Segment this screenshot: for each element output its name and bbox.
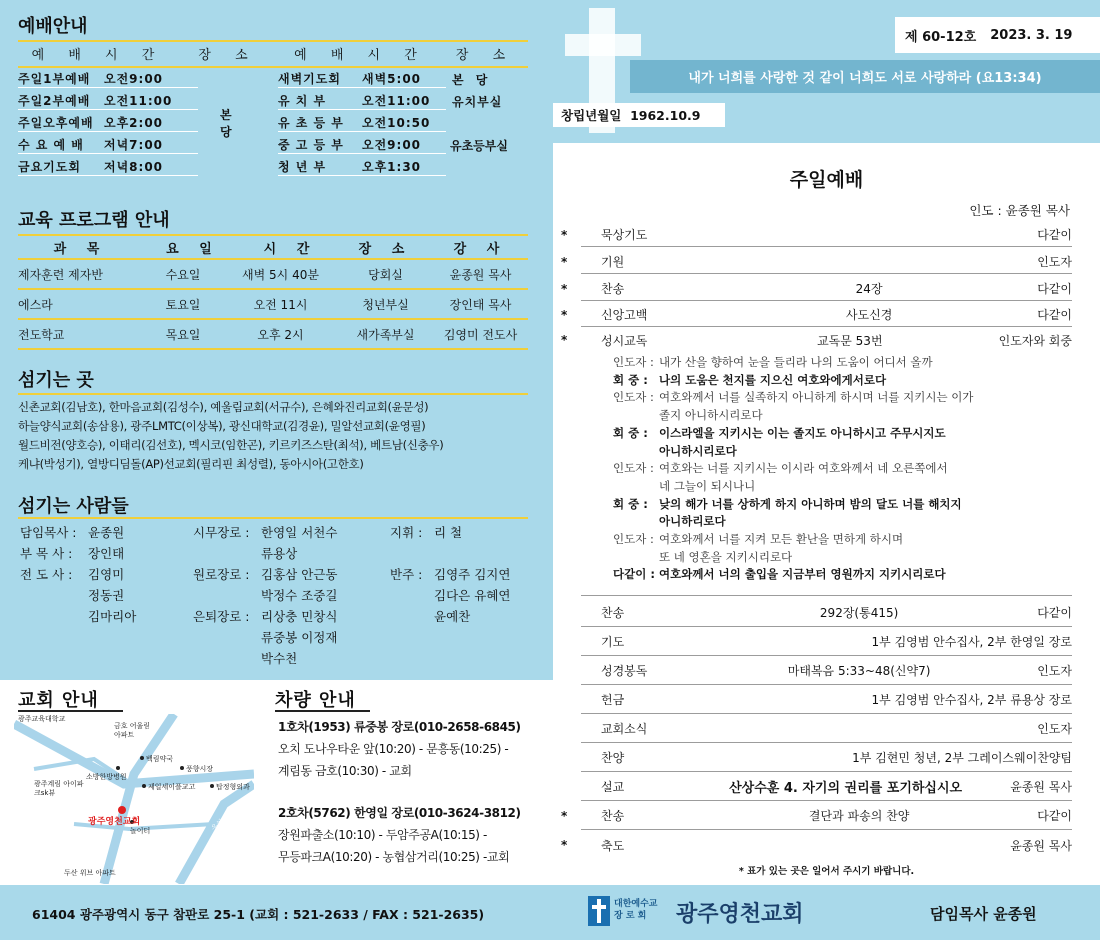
issue-date: 2023. 3. 19 — [990, 27, 1073, 43]
worship-title: 예배안내 — [18, 16, 88, 37]
worship-left-place: 본 당 — [220, 108, 244, 139]
serve-people-col2 — [193, 522, 337, 669]
map-label: 광주계림 아이파크sk뷰 — [34, 780, 84, 797]
map-label: 금호 어울림 아파트 — [114, 722, 151, 739]
divider — [18, 517, 528, 519]
reading-line: 회 중 : 이스라엘을 지키시는 이는 졸지도 아니하시고 주무시지도 아니하시리로다 — [613, 425, 946, 458]
education-header-row — [18, 236, 528, 258]
denomination: 대한예수교 장 로 회 — [614, 899, 658, 921]
order-item: * 찬송 결단과 파송의 찬양 다같이 — [581, 802, 1072, 830]
order-item: * 찬송 24장 다같이 — [581, 277, 1072, 301]
worship-row: 주일1부예배 오전9:00 — [18, 68, 273, 90]
map-road-label: 필문대로 — [135, 725, 156, 753]
divider — [18, 710, 123, 712]
serve-places-title: 섬기는 곳 — [18, 370, 94, 391]
reading-line: 회 중 : 낮의 해가 너를 상하게 하지 아니하며 밤의 달도 너를 해치지 아니하리로다 — [613, 496, 962, 529]
map-label: 탑정형외과 — [216, 783, 250, 791]
order-item: * 신앙고백 사도신경 다같이 — [581, 303, 1072, 327]
worship-leader: 인도 : 윤종원 목사 — [969, 203, 1070, 218]
reading-line: 인도자 : 내가 산을 향하여 눈을 들리라 나의 도움이 어디서 올까 — [613, 355, 933, 369]
people-group: 전 도 사 : 김영미 정동권 김마리아 — [20, 567, 137, 624]
map-label: 제일세이플교고 — [148, 783, 196, 791]
people-group: 은퇴장로 : 리상충 민창식 류중봉 이정재 박수천 — [193, 609, 338, 666]
issue-number: 제 60-12호 — [905, 29, 977, 45]
church-logo-icon — [588, 896, 610, 926]
left-panel — [0, 0, 553, 680]
map-label: 풍향시장 — [186, 765, 214, 773]
car-route: 장원파출소(10:10) - 두암주공A(10:15) - — [278, 828, 487, 842]
serve-places-list — [18, 398, 548, 474]
order-item: 찬양 1부 김현민 청년, 2부 그레이스웨이찬양팀 — [581, 744, 1072, 772]
car-route: 계림동 금호(10:30) - 교회 — [278, 764, 412, 778]
map-label: 두산 위브 아파트 — [64, 869, 116, 877]
worship-row: 금요기도회 저녁8:00 — [18, 156, 273, 178]
cross-icon — [565, 34, 641, 56]
founded-date: 창립년월일 1962.10.9 — [553, 103, 725, 127]
education-header: 강 사 — [453, 241, 508, 257]
vehicle-list — [278, 716, 548, 868]
table-row: 제자훈련 제자반 수요일 새벽 5시 40분 당회실 윤종원 목사 — [18, 260, 528, 290]
header-panel — [553, 0, 1100, 143]
reading-line: 인도자 : 여호와께서 너를 실족하지 아니하게 하시며 너를 지키시는 이가 졸지 아니하시리로다 — [613, 390, 974, 423]
serve-place-line: 신촌교회(김남호), 한마음교회(김성수), 예울림교회(서규수), 은혜와진리교회(윤문성) — [18, 400, 429, 414]
worship-row: 중 고 등 부 오전9:00 유초등부실 — [278, 138, 508, 153]
education-header: 과 목 — [53, 241, 108, 257]
map-label: 광주교육대학교 — [18, 715, 66, 723]
lower-left-panel — [0, 680, 553, 885]
verse-banner: 내가 너희를 사랑한 것 같이 너희도 서로 사랑하라 (요13:34) — [630, 60, 1100, 93]
people-group: 부 목 사 : 장인태 — [20, 546, 125, 561]
church-guide-title: 교회 안내 — [18, 690, 99, 711]
reading-line: 인도자 : 여호와께서 너를 지켜 모든 환난을 면하게 하시며 또 네 영혼을 지키시리로다 — [613, 532, 904, 564]
worship-row: 수 요 예 배 저녁7:00 — [18, 134, 273, 156]
map-label: 백림약국 — [146, 755, 174, 763]
divider — [18, 393, 528, 395]
people-group: 시무장로 : 한영일 서천수 류용상 — [193, 525, 338, 561]
divider — [275, 710, 370, 712]
order-item: * 묵상기도 다같이 — [581, 223, 1072, 247]
issue-box — [895, 17, 1100, 53]
reading-line: 인도자 : 여호와는 너를 지키시는 이시라 여호와께서 네 오른쪽에서 네 그늘이 되시나니 — [613, 461, 948, 493]
order-item: 성경봉독 마태복음 5:33~48(신약7) 인도자 — [581, 657, 1072, 685]
worship-row: 주일오후예배 오후2:00 본 당 — [18, 112, 273, 134]
map-church-label: 광주영천교회 — [88, 817, 141, 827]
education-header: 장 소 — [358, 241, 413, 257]
car-header: 1호차(1953) 류중봉 장로(010-2658-6845) — [278, 720, 521, 734]
serve-people-col3 — [390, 522, 510, 627]
worship-left-list — [18, 68, 273, 178]
people-group: 반주 : 김영주 김지연 김다은 유혜연 윤예찬 — [390, 567, 511, 624]
worship-row: 새벽기도회 새벽5:00 본 당 — [278, 72, 492, 87]
people-group: 지휘 : 리 철 — [390, 525, 463, 540]
serve-place-line: 하늘양식교회(송삼용), 광주LMTC(이상복), 광신대학교(김경윤), 밀알선교회(윤영필) — [18, 419, 426, 433]
worship-row: 유 초 등 부 오전10:50 — [278, 112, 528, 134]
table-row: 에스라 토요일 오전 11시 청년부실 장인태 목사 — [18, 290, 528, 320]
map-road-label: 우치로 — [209, 813, 231, 833]
footer — [0, 885, 1100, 940]
table-row: 전도학교 목요일 오후 2시 새가족부실 김영미 전도사 — [18, 320, 528, 350]
worship-header: 장 소 — [455, 48, 516, 63]
serve-place-line: 월드비전(양호승), 이태리(김선호), 멕시코(임한곤), 키르키즈스탄(최석), 베트남(신충우) — [18, 438, 444, 452]
church-address: 61404 광주광역시 동구 참판로 25-1 (교회 : 521-2633 / FAX : 521-2635) — [32, 907, 485, 922]
serve-people-col1 — [20, 522, 136, 627]
senior-pastor: 담임목사 윤종원 — [930, 905, 1037, 923]
worship-row: 청 년 부 오후1:30 — [278, 156, 528, 178]
worship-right-list — [278, 68, 528, 178]
worship-header: 장 소 — [198, 48, 258, 63]
divider — [18, 40, 528, 42]
order-item: 설교 산상수훈 4. 자기의 권리를 포기하십시오 윤종원 목사 — [581, 773, 1072, 801]
order-item: * 기원 인도자 — [581, 250, 1072, 274]
worship-row: 주일2부예배 오전11:00 — [18, 90, 273, 112]
education-title: 교육 프로그램 안내 — [18, 210, 170, 231]
church-name: 광주영천교회 — [676, 902, 804, 927]
car-header: 2호차(5762) 한영일 장로(010-3624-3812) — [278, 806, 521, 820]
responsive-reading — [613, 354, 1073, 584]
order-item: 교회소식 인도자 — [581, 715, 1072, 743]
map-label: 놀이터 — [130, 827, 151, 835]
car-route: 오치 도나우타운 앞(10:20) - 문흥동(10:25) - — [278, 742, 509, 756]
worship-header: 예 배 시 간 — [294, 48, 427, 63]
reading-line: 다같이 : 여호와께서 너의 출입을 지금부터 영원까지 지키시리로다 — [613, 567, 946, 582]
vehicle-title: 차량 안내 — [275, 690, 356, 711]
serve-people-title: 섬기는 사람들 — [18, 496, 129, 517]
divider — [581, 595, 1072, 596]
order-item: 기도 1부 김영범 안수집사, 2부 한영일 장로 — [581, 628, 1072, 656]
order-item: * 성시교독 교독문 53번 인도자와 회중 — [561, 333, 1072, 348]
worship-row: 유 치 부 오전11:00 유치부실 — [278, 94, 503, 109]
order-of-worship — [553, 143, 1100, 885]
sermon-title: 산상수훈 4. 자기의 권리를 포기하십시오 — [729, 781, 963, 796]
map-label: 소방한방병원 — [86, 773, 127, 781]
sunday-title: 주일예배 — [789, 169, 864, 191]
education-header: 시 간 — [263, 241, 318, 257]
order-item: 찬송 292장(통415) 다같이 — [581, 599, 1072, 627]
reading-line: 회 중 : 나의 도움은 천지를 지으신 여호와에게서로다 — [613, 372, 887, 387]
education-header: 요 일 — [166, 241, 220, 257]
people-group: 원로장로 : 김홍삼 안근동 박정수 조중길 — [193, 567, 338, 603]
standing-note: * 표가 있는 곳은 일어서 주시기 바랍니다. — [738, 866, 915, 877]
education-table — [18, 260, 528, 350]
worship-header: 예 배 시 간 — [31, 48, 165, 63]
people-group: 담임목사 : 윤종원 — [20, 525, 125, 540]
church-map[interactable] — [14, 714, 254, 884]
worship-header-row — [18, 44, 528, 66]
order-item: * 축도 윤종원 목사 — [561, 838, 1072, 853]
order-item: 헌금 1부 김영범 안수집사, 2부 류용상 장로 — [581, 686, 1072, 714]
serve-place-line: 케냐(박성기), 열방디딤돌(AP)선교회(필리핀 최성렬), 동아시아(고한호) — [18, 457, 364, 471]
car-route: 무등파크A(10:20) - 농협삼거리(10:25) -교회 — [278, 850, 510, 864]
